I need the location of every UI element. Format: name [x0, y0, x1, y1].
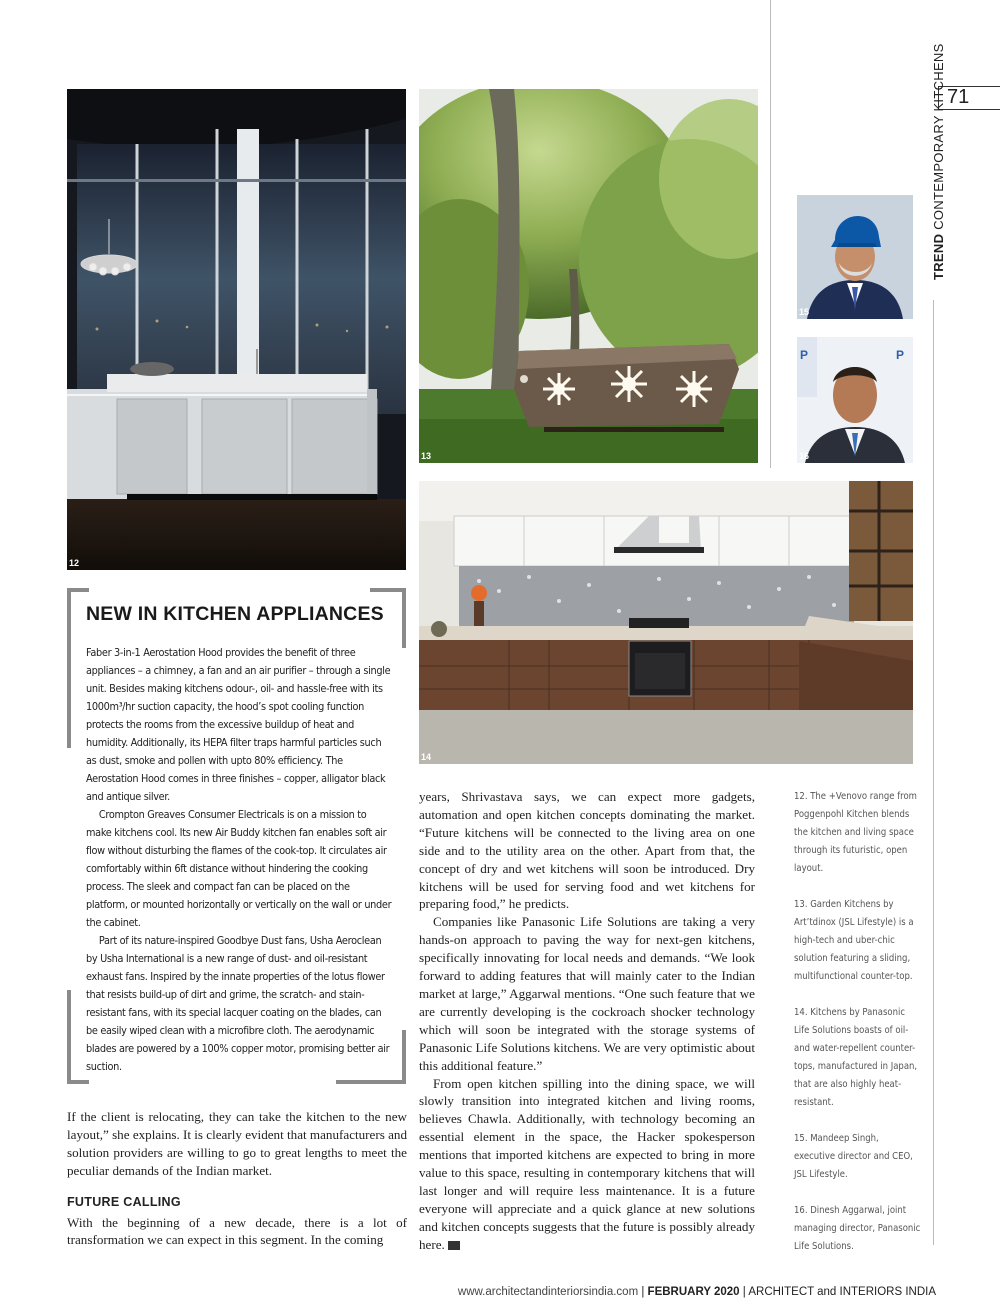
image-number: 14 — [421, 752, 432, 762]
image-16-portrait-dinesh-aggarwal — [797, 337, 913, 463]
box-corner-top-right-v — [402, 588, 406, 648]
footer-separator: | — [638, 1286, 648, 1298]
image-number: 15 — [799, 307, 810, 317]
image-15-portrait-mandeep-singh — [797, 195, 913, 319]
box-corner-top-right-h — [370, 588, 406, 592]
body-paragraph — [419, 1075, 755, 1254]
image-number: 16 — [799, 451, 810, 461]
end-mark-icon — [448, 1241, 460, 1250]
page-number: 71 — [938, 86, 1000, 110]
caption-15: 15. Mandeep Singh, executive director and CEO, JSL Lifestyle. — [794, 1133, 913, 1180]
body-paragraph: years, Shrivastava says, we can expect more gadgets, automation and open kitchen concepts dominating the market. “Future kitchens will be connected to the living area on one side and to the utility area on the other. Apart from that, the concept of dry and wet kitchens will soon be introduced. Dry kitchens will be used for serving food and wet kitchens for preparing food,” he predicts. — [419, 789, 755, 912]
caption-12: 12. The +Venovo range from Poggenpohl Kitchen blends the kitchen and living space through its futuristic, open layout. — [794, 791, 917, 874]
final-paragraph-text: From open kitchen spilling into the dining space, we will slowly transition into integrated kitchen and living rooms, believes Chawla. Additionally, with technology becoming an essential element in the space, the Hacker spokesperson mentions that imported kitchens are expected to bring in more value to this space, resulting in contemporary kitchens that will last longer and will require less maintenance. It is a future everyone will appreciate and a quick glance at new solutions and kitchen concepts suggests that the future is possibly already here. — [419, 1075, 755, 1252]
svg-text:P: P — [896, 348, 905, 362]
box-corner-top-left-v — [67, 588, 71, 748]
body-paragraph: With the beginning of a new decade, there is a lot of transformation we can expect in this segment. In the coming — [67, 1214, 407, 1248]
sidebar-paragraph: Part of its nature-inspired Goodbye Dust fans, Usha Aeroclean by Usha International is a new range of dust- and oil-resistant exhaust fans. Inspired by the innate properties of the lotus flower that resists build-up of dirt and grime, the scratch- and stain-resistant fans, with its special lacquer coating on the blades, can be easily wiped clean with a microfibre cloth. The aerodynamic blades are powered by a 100% copper motor, promising better air suction. — [86, 935, 390, 1073]
section-label-bold: TREND — [931, 233, 946, 280]
section-label-rest: CONTEMPORARY KITCHENS — [931, 43, 946, 234]
page-footer — [458, 1286, 936, 1298]
box-corner-bottom-right-v — [402, 1030, 406, 1084]
footer-magazine: ARCHITECT and INTERIORS INDIA — [748, 1286, 936, 1298]
subheading-future-calling: FUTURE CALLING — [67, 1194, 181, 1209]
caption-rule — [933, 300, 934, 1245]
footer-separator: | — [739, 1286, 749, 1298]
image-12-venovo-kitchen — [67, 89, 406, 570]
box-corner-bottom-left-h — [67, 1080, 89, 1084]
sidebar-paragraph: Faber 3-in-1 Aerostation Hood provides the benefit of three appliances – a chimney, a fan and an air purifier – through a single unit. Besides making kitchens odour-, oil- and hassle-free with its 1000m³/hr suction capacity, the hood’s spot cooling function protects the rooms from the excessive buildup of heat and humidity. Additionally, its HEPA filter traps harmful particles such as dust, smoke and pollen with upto 80% efficiency. The Aerostation Hood comes in three finishes – copper, alligator black and antique silver. — [86, 647, 391, 803]
column-rule — [770, 0, 771, 468]
caption-14: 14. Kitchens by Panasonic Life Solutions boasts of oil- and water-repellent counter-tops, manufactured in Japan, that are also highly heat-resistant. — [794, 1007, 918, 1108]
caption-13: 13. Garden Kitchens by Art’tdinox (JSL Lifestyle) is a high-tech and uber-chic solution featuring a sliding, multifunctional counter-top. — [794, 899, 914, 982]
body-paragraph: Companies like Panasonic Life Solutions are taking a very hands-on approach to paving the way for next-gen kitchens, specifically innovating for local needs and demands. “We look forward to adding features that will mainly cater to the Indian market at large,” Aggarwal mentions. “One such feature that we are currently developing is the cockroach shocker technology which will soon be integrated with the storage systems of Panasonic Life Solutions kitchens. We are very optimistic about this additional feature.” — [419, 914, 755, 1073]
image-number: 12 — [69, 558, 80, 568]
sidebar-paragraph: Crompton Greaves Consumer Electricals is on a mission to make kitchens cool. Its new Air Buddy kitchen fan enables soft air flow without disturbing the flames of the cook-top. It circulates air comfortably within 6ft distance without hindering the cooking process. The sleek and compact fan can be placed on the platform, or mounted horizontally or vertically on the wall or under the cabinet. — [86, 809, 392, 929]
footer-date: FEBRUARY 2020 — [647, 1286, 740, 1298]
sidebar-title: NEW IN KITCHEN APPLIANCES — [86, 603, 384, 625]
box-corner-bottom-right-h — [336, 1080, 406, 1084]
svg-text:P: P — [800, 348, 809, 362]
sidebar-body — [86, 644, 391, 1076]
caption-16: 16. Dinesh Aggarwal, joint managing director, Panasonic Life Solutions. — [794, 1205, 921, 1252]
body-paragraph: If the client is relocating, they can take the kitchen to the new layout,” she explains. It is clearly evident that manufacturers and solution providers are willing to go to great lengths to meet the peculiar demands of the Indian market. — [67, 1109, 407, 1178]
image-13-garden-kitchen — [419, 89, 758, 463]
box-corner-bottom-left-v — [67, 990, 71, 1084]
middle-column — [419, 788, 755, 1254]
footer-url: www.architectandinteriorsindia.com — [457, 1286, 639, 1298]
image-14-panasonic-kitchen — [419, 481, 913, 764]
captions-column — [794, 788, 922, 1274]
image-number: 13 — [421, 451, 432, 461]
left-column — [67, 1108, 407, 1249]
